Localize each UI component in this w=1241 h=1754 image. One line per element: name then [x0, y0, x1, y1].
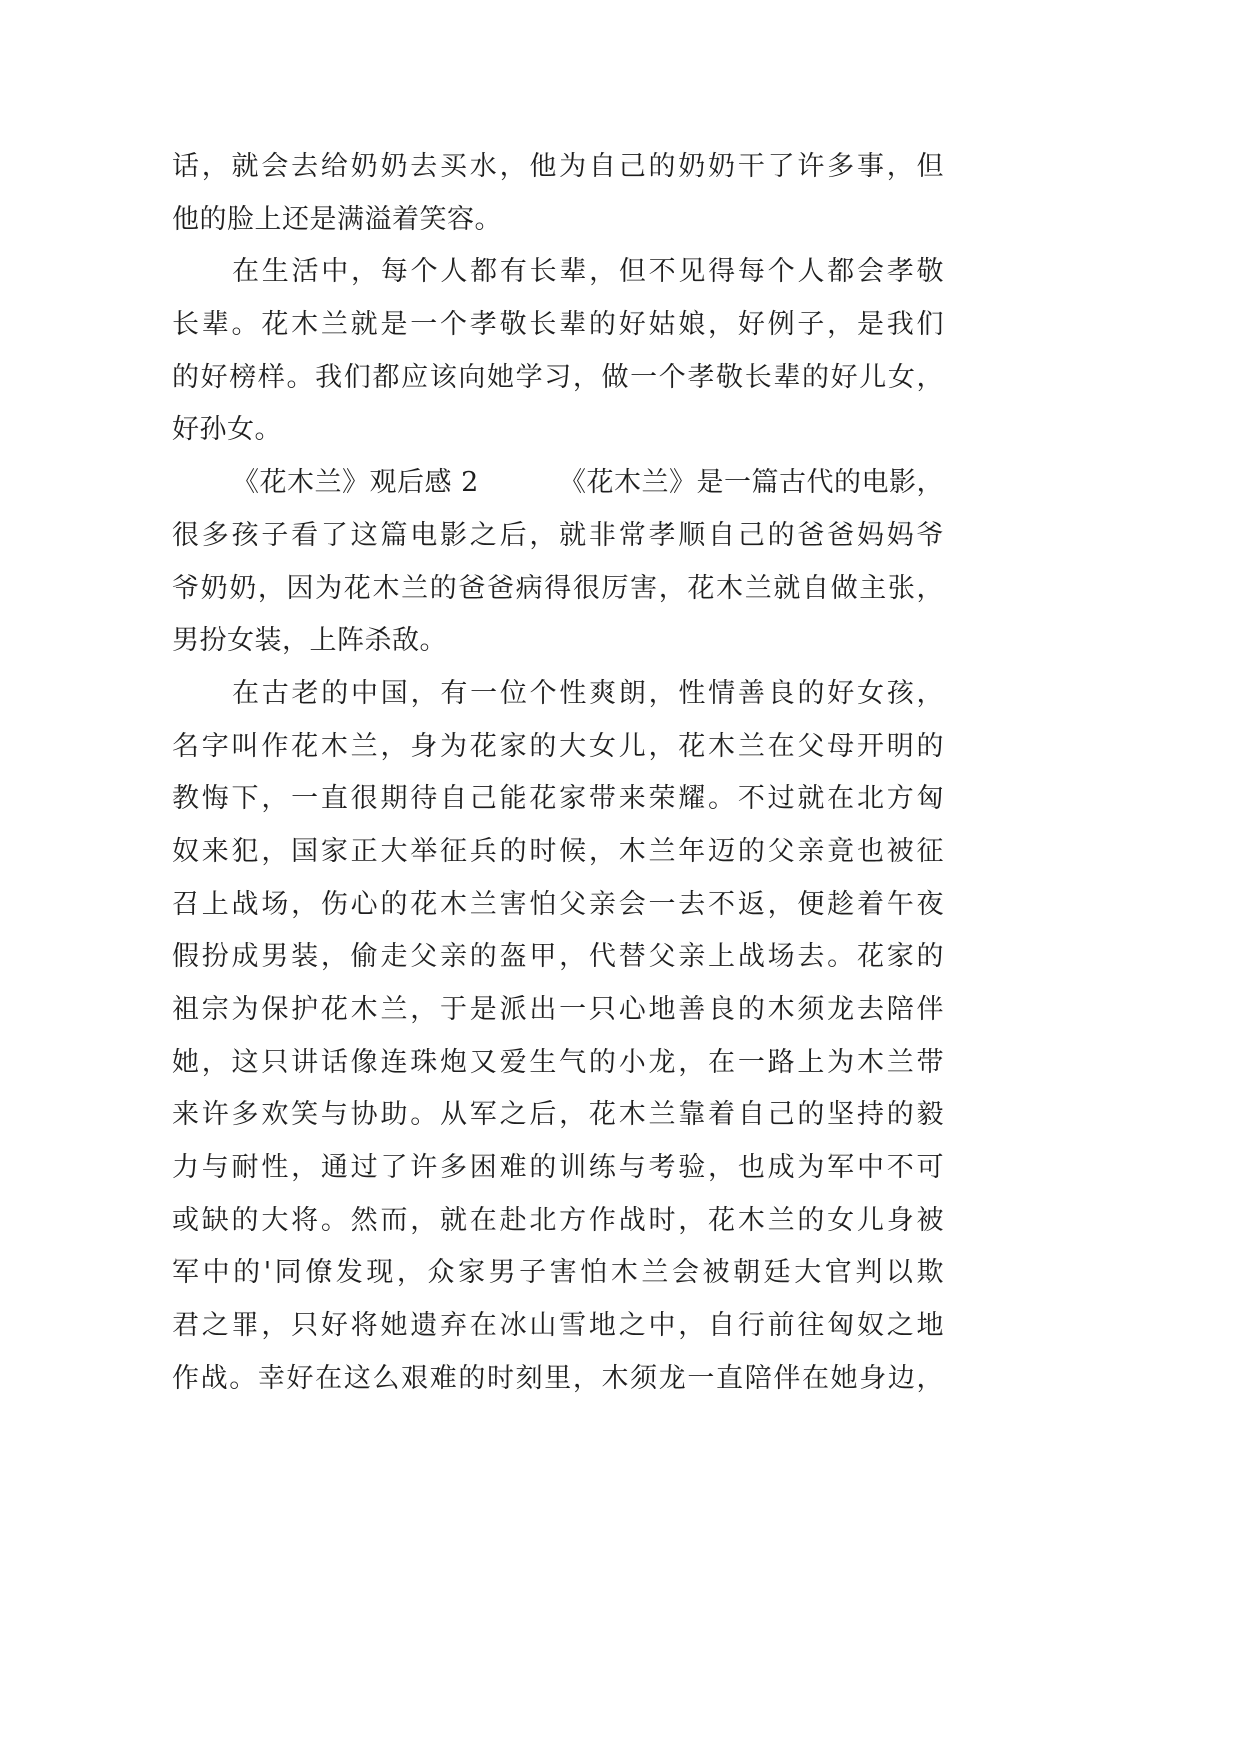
text-line: 作战。幸好在这么艰难的时刻里，木须龙一直陪伴在她身边， [172, 1362, 944, 1394]
paragraph-with-heading [172, 457, 944, 668]
text-line: 祖宗为保护花木兰，于是派出一只心地善良的木须龙去陪伴 [172, 994, 944, 1025]
text-line: 在古老的中国，有一位个性爽朗，性情善良的好女孩， [232, 677, 944, 709]
essay-title: 《花木兰》观后感 2 [232, 467, 479, 499]
text-line: 教悔下，一直很期待自己能花家带来荣耀。不过就在北方匈 [172, 783, 944, 815]
text-line: 爷奶奶，因为花木兰的爸爸病得很厉害，花木兰就自做主张， [172, 572, 944, 604]
text-line: 君之罪，只好将她遗弃在冰山雪地之中，自行前往匈奴之地 [172, 1310, 944, 1342]
text-line: 长辈。花木兰就是一个孝敬长辈的好姑娘，好例子，是我们 [172, 309, 944, 341]
text-line: 男扮女装，上阵杀敌。 [172, 625, 447, 657]
text-line: 在生活中，每个人都有长辈，但不见得每个人都会孝敬 [232, 256, 944, 288]
body-text [172, 141, 944, 1406]
text-line: 很多孩子看了这篇电影之后，就非常孝顺自己的爸爸妈妈爷 [172, 519, 944, 551]
text-line: 的好榜样。我们都应该向她学习，做一个孝敬长辈的好儿女， [172, 361, 944, 393]
text-line: 假扮成男装，偷走父亲的盔甲，代替父亲上战场去。花家的 [172, 941, 944, 973]
text-line: 名字叫作花木兰，身为花家的大女儿，花木兰在父母开明的 [172, 730, 944, 762]
text-line: 话，就会去给奶奶去买水，他为自己的奶奶干了许多事，但 [172, 151, 944, 182]
text-line: 军中的'同僚发现，众家男子害怕木兰会被朝廷大官判以欺 [172, 1257, 944, 1289]
text-line: 《花木兰》是一篇古代的电影， [559, 467, 944, 499]
text-line: 召上战场，伤心的花木兰害怕父亲会一去不返，便趁着午夜 [172, 888, 944, 920]
text-line: 来许多欢笑与协助。从军之后，花木兰靠着自己的坚持的毅 [172, 1099, 944, 1131]
text-line: 力与耐性，通过了许多困难的训练与考验，也成为军中不可 [172, 1152, 944, 1184]
paragraph [172, 668, 944, 1406]
text-line: 好孙女。 [172, 414, 282, 446]
heading-line [172, 457, 944, 510]
text-line: 或缺的大将。然而，就在赴北方作战时，花木兰的女儿身被 [172, 1204, 944, 1236]
text-line: 他的脸上还是满溢着笑容。 [172, 203, 502, 235]
paragraph [172, 246, 944, 457]
text-line: 奴来犯，国家正大举征兵的时候，木兰年迈的父亲竟也被征 [172, 835, 944, 867]
paragraph-continued [172, 141, 944, 246]
text-line: 她，这只讲话像连珠炮又爱生气的小龙，在一路上为木兰带 [172, 1046, 944, 1078]
